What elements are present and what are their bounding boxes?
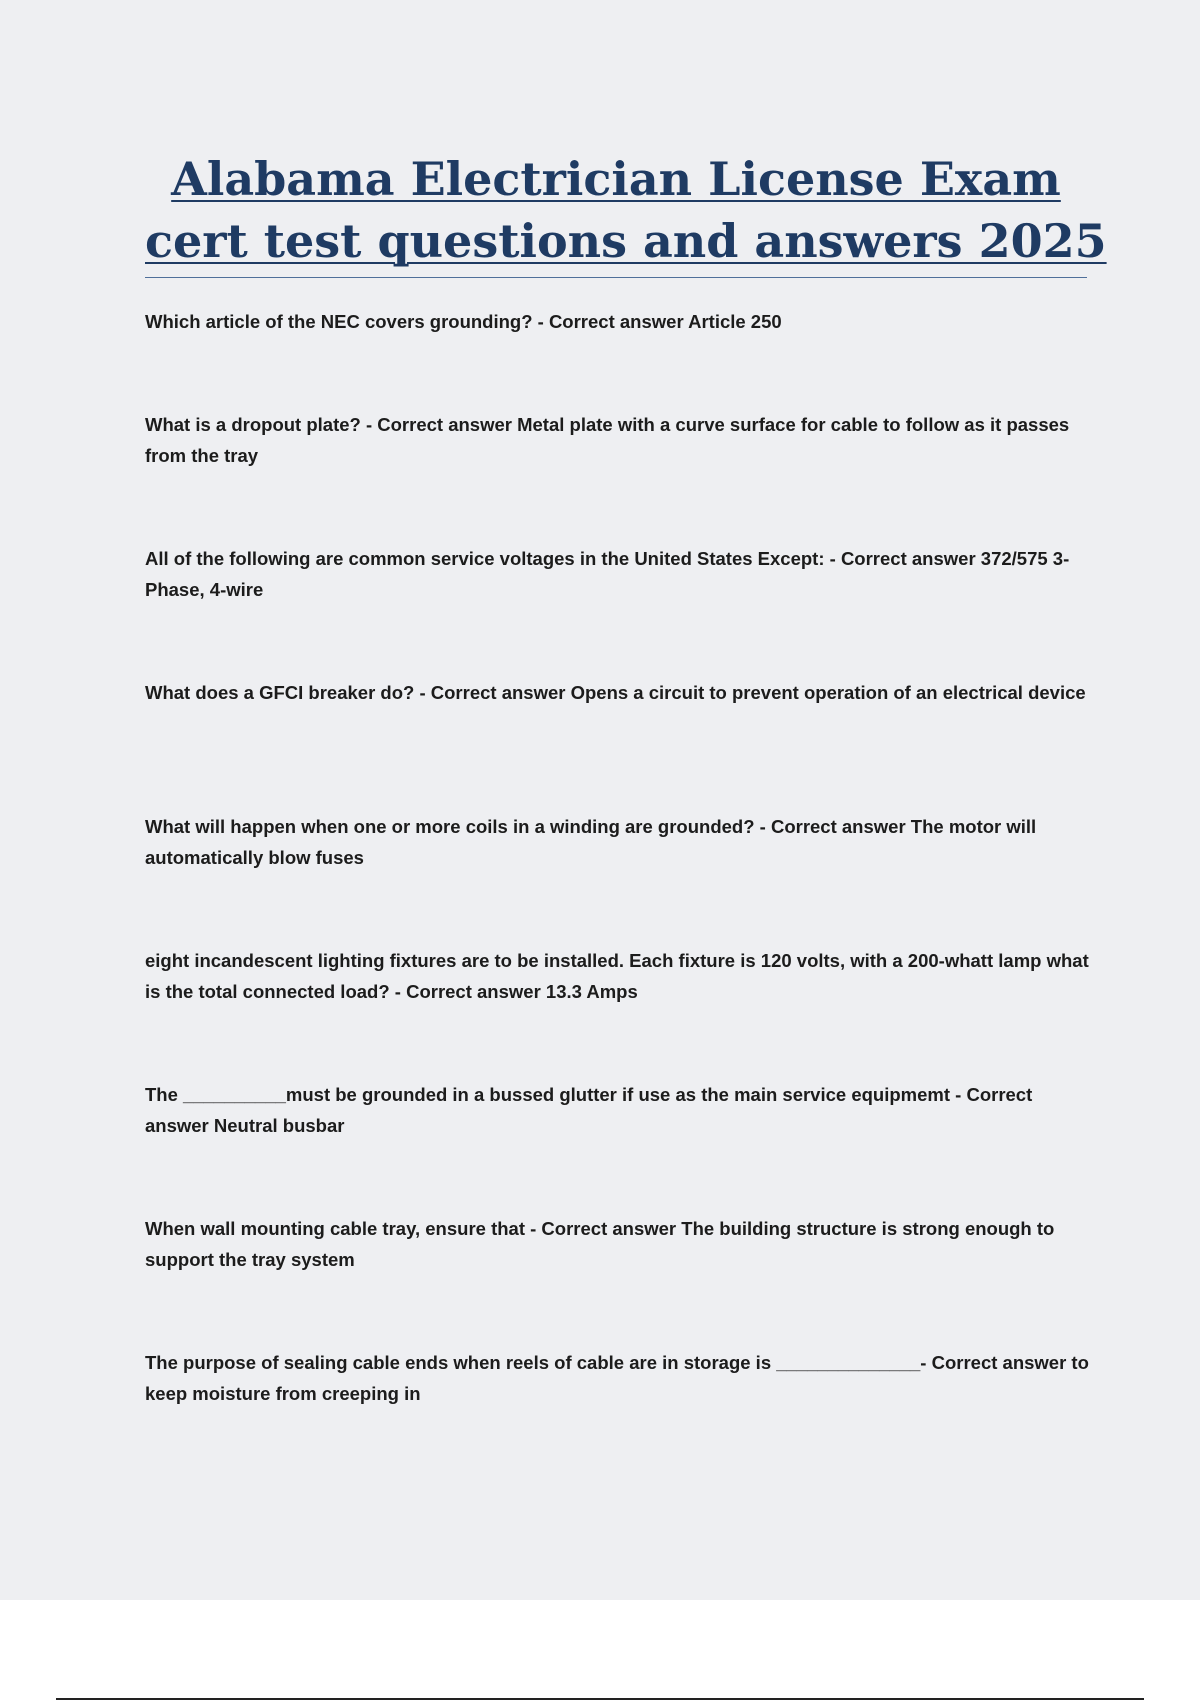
qa-item: What does a GFCI breaker do? - Correct answer Opens a circuit to prevent operation of an electrical device: [145, 682, 1086, 703]
qa-item: Which article of the NEC covers grounding? - Correct answer Article 250: [145, 311, 782, 332]
qa-item: When wall mounting cable tray, ensure that - Correct answer The building structure is strong enough to support the tray system: [145, 1218, 1055, 1270]
qa-item: The purpose of sealing cable ends when reels of cable are in storage is ______________- Correct answer to keep moisture from creeping in: [145, 1352, 1089, 1404]
document-title: [145, 148, 1107, 272]
title-divider: [145, 277, 1087, 278]
qa-item: eight incandescent lighting fixtures are to be installed. Each fixture is 120 volts, with a 200-whatt lamp what is the total connected load? - Correct answer 13.3 Amps: [145, 950, 1089, 1002]
title-line-1: Alabama Electrician License Exam: [171, 152, 1061, 206]
qa-item: All of the following are common service voltages in the United States Except: - Correct answer 372/575 3-Phase, 4-wire: [145, 548, 1070, 600]
qa-item: The __________must be grounded in a bussed glutter if use as the main service equipmemt - Correct answer Neutral busbar: [145, 1084, 1033, 1136]
qa-item: What is a dropout plate? - Correct answer Metal plate with a curve surface for cable to follow as it passes from the tray: [145, 414, 1070, 466]
title-line-2: cert test questions and answers 2025: [145, 214, 1107, 268]
qa-item: What will happen when one or more coils in a winding are grounded? - Correct answer The motor will automatically blow fuses: [145, 816, 1037, 868]
